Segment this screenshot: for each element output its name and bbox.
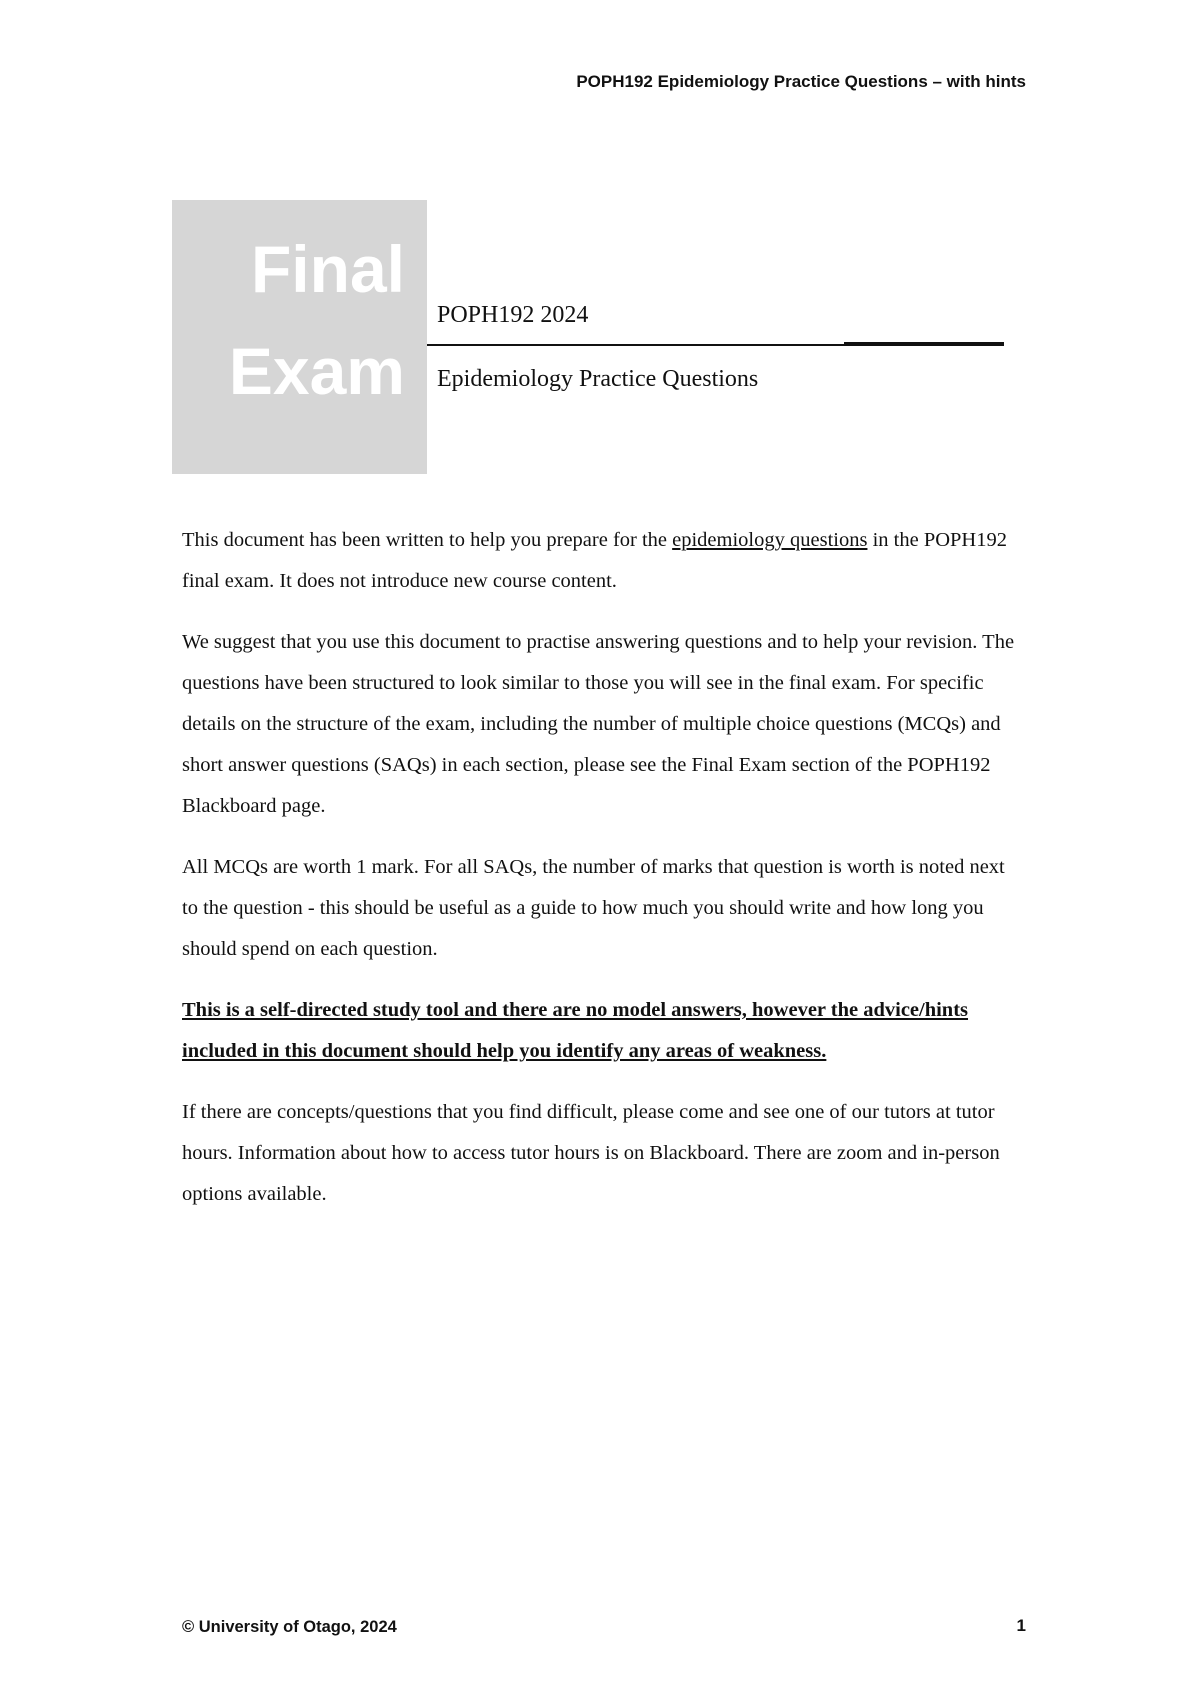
final-exam-box-line1: Final: [250, 232, 405, 306]
epidemiology-questions-link[interactable]: epidemiology questions: [672, 529, 868, 551]
intro-paragraph: [182, 520, 1020, 602]
intro-text-end: in the POPH192 final exam. It does not introduce new course content.: [182, 529, 1007, 592]
copyright-footer: © University of Otago, 2024: [182, 1618, 397, 1636]
final-exam-box: [172, 200, 427, 474]
page-number: 1: [1016, 1616, 1026, 1635]
marks-paragraph: All MCQs are worth 1 mark. For all SAQs, the number of marks that question is worth is noted next to the question - this should be useful as a guide to how much you should write and how long you should spend on each question.: [182, 856, 1005, 960]
document-body: [182, 520, 1020, 1235]
usage-paragraph: We suggest that you use this document to practise answering questions and to help your revision. The questions have been structured to look similar to those you will see in the final exam. For specific details on the structure of the exam, including the number of multiple choice questions (MCQs) and short answer questions (SAQs) in each section, please see the Final Exam section of the POPH192 Blackboard page.: [182, 631, 1015, 817]
tutor-hours-paragraph: If there are concepts/questions that you find difficult, please come and see one of our tutors at tutor hours. Information about how to access tutor hours is on Blackboard. There are zoom and in-person options available.: [182, 1101, 1000, 1205]
final-exam-box-line2: Exam: [228, 334, 405, 408]
document-subtitle: Epidemiology Practice Questions: [437, 366, 759, 392]
title-block: [172, 200, 1004, 474]
intro-text-start: This document has been written to help you prepare for the: [182, 529, 673, 551]
course-year-title: POPH192 2024: [437, 302, 589, 328]
title-divider-thick: [844, 342, 1004, 346]
self-directed-notice: This is a self-directed study tool and there are no model answers, however the advice/hints included in this document should help you identify any areas of weakness.: [182, 999, 969, 1062]
running-header: POPH192 Epidemiology Practice Questions – with hints: [576, 72, 1026, 91]
